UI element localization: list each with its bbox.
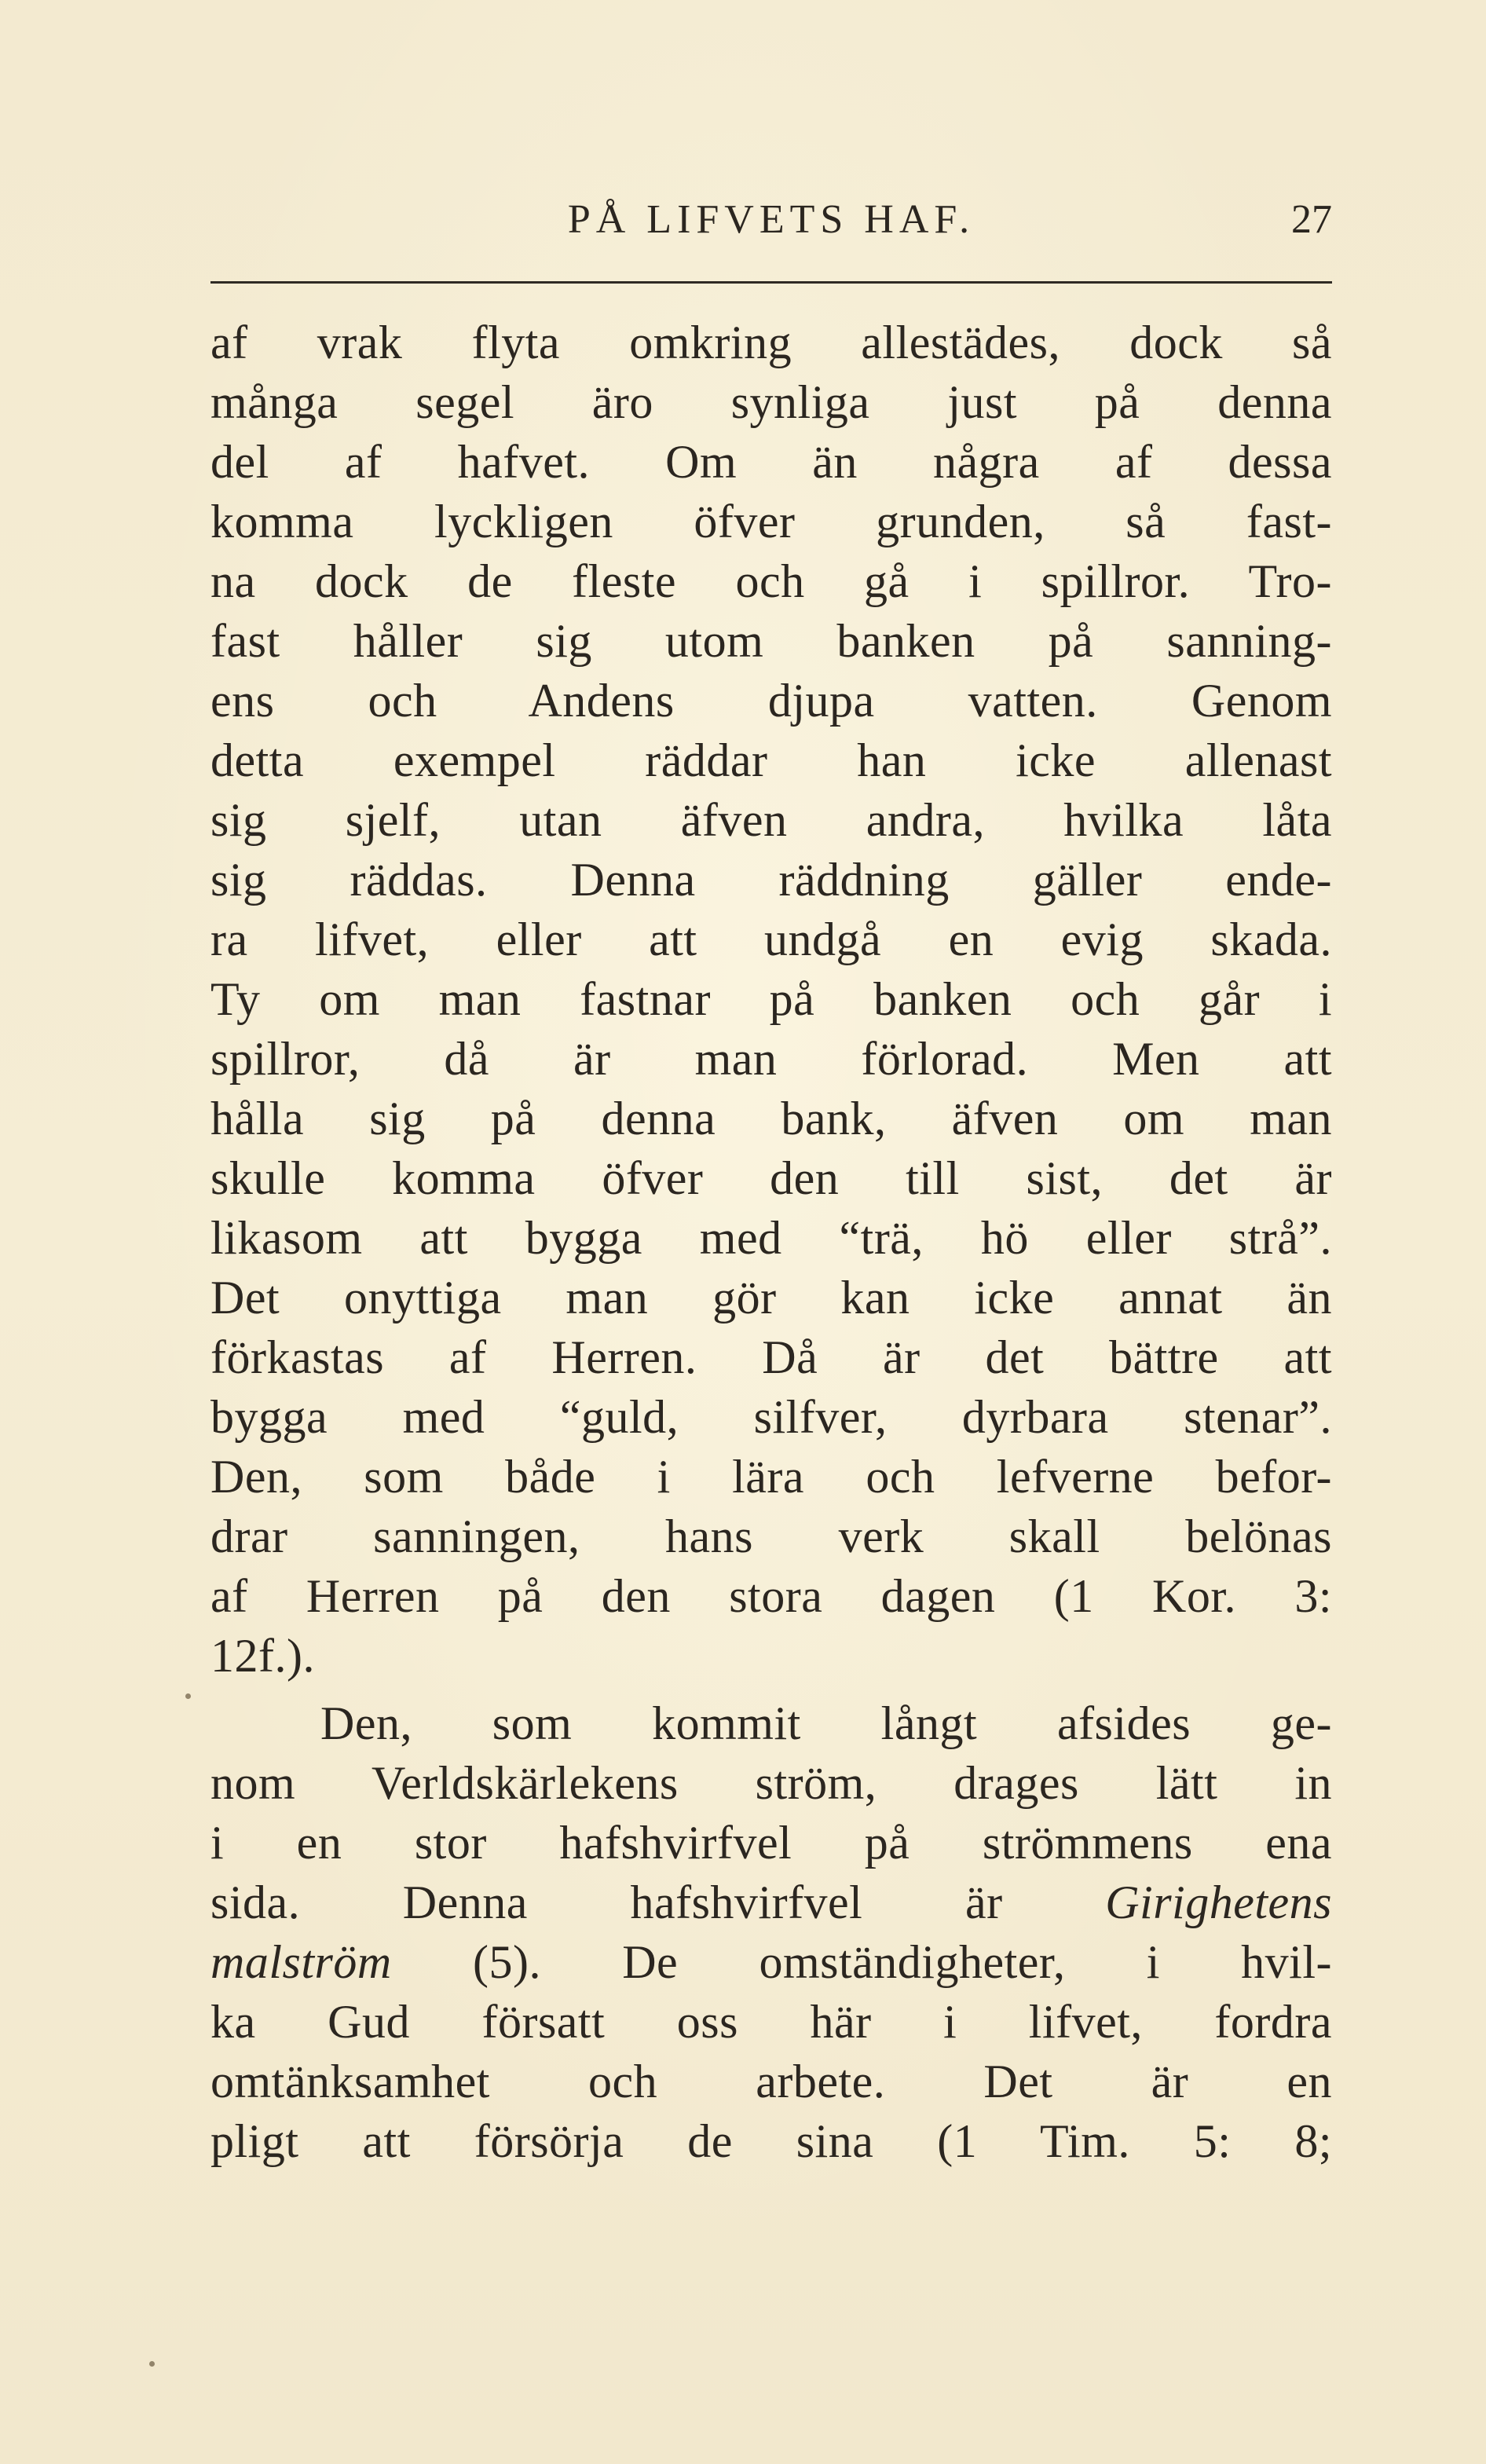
text-line: Den, som både i lära och lefverne befor- (210, 1451, 1332, 1503)
text-line: i en stor hafshvirfvel på strömmens ena (210, 1817, 1332, 1869)
text-segment: sida. Denna hafshvirfvel är (210, 1876, 1003, 1928)
text-line: del af hafvet. Om än några af dessa (210, 436, 1332, 488)
text-line: omtänksamhet och arbete. Det är en (210, 2056, 1332, 2107)
text-line: spillror, då är man förlorad. Men att (210, 1033, 1332, 1085)
text-line: 12f.). (210, 1630, 315, 1682)
text-line: fast håller sig utom banken på sanning- (210, 615, 1332, 667)
text-line: bygga med “guld, silfver, dyrbara stenar”. (210, 1391, 1332, 1443)
text-line: Ty om man fastnar på banken och går i (210, 973, 1332, 1025)
text-line: förkastas af Herren. Då är det bättre att (210, 1331, 1332, 1383)
text-line (210, 1873, 1332, 1932)
text-line: nom Verldskärlekens ström, drages lätt in (210, 1757, 1332, 1809)
text-line: ra lifvet, eller att undgå en evig skada. (210, 913, 1332, 965)
text-line: komma lyckligen öfver grunden, så fast- (210, 496, 1332, 547)
text-line: hålla sig på denna bank, äfven om man (210, 1093, 1332, 1144)
text-line: af vrak flyta omkring allestädes, dock så (210, 317, 1332, 368)
text-segment: (5). De omständigheter, i hvil- (391, 1936, 1332, 1988)
text-line: drar sanningen, hans verk skall belönas (210, 1510, 1332, 1562)
text-line: ka Gud försatt oss här i lifvet, fordra (210, 1996, 1332, 2048)
text-line: af Herren på den stora dagen (1 Kor. 3: (210, 1570, 1332, 1622)
paragraph-2 (210, 1693, 1332, 2171)
italic-term: Girighetens (1105, 1876, 1332, 1928)
running-head (210, 189, 1332, 251)
text-line: sig sjelf, utan äfven andra, hvilka låta (210, 794, 1332, 846)
page-number: 27 (1291, 197, 1332, 242)
text-line: många segel äro synliga just på denna (210, 376, 1332, 428)
text-line: likasom att bygga med “trä, hö eller strå”. (210, 1212, 1332, 1264)
paper-speck (185, 1693, 191, 1699)
text-line: ens och Andens djupa vatten. Genom (210, 675, 1332, 727)
paragraph-1 (210, 313, 1332, 1686)
running-title: PÅ LIFVETS HAF. (567, 197, 975, 242)
text-line: pligt att försörja de sina (1 Tim. 5: 8; (210, 2115, 1332, 2167)
paragraph-gap (210, 1686, 1332, 1693)
text-line: sig räddas. Denna räddning gäller ende- (210, 854, 1332, 906)
body-text (210, 313, 1332, 2171)
text-line (210, 1932, 1332, 1992)
text-line: detta exempel räddar han icke allenast (210, 734, 1332, 786)
text-line: Det onyttiga man gör kan icke annat än (210, 1272, 1332, 1324)
text-line: na dock de fleste och gå i spillror. Tro- (210, 555, 1332, 607)
text-line: Den, som kommit långt afsides ge- (320, 1697, 1332, 1749)
header-rule (210, 281, 1332, 284)
italic-term: malström (210, 1936, 392, 1988)
paper-speck (149, 2361, 155, 2367)
text-line: skulle komma öfver den till sist, det är (210, 1152, 1332, 1204)
